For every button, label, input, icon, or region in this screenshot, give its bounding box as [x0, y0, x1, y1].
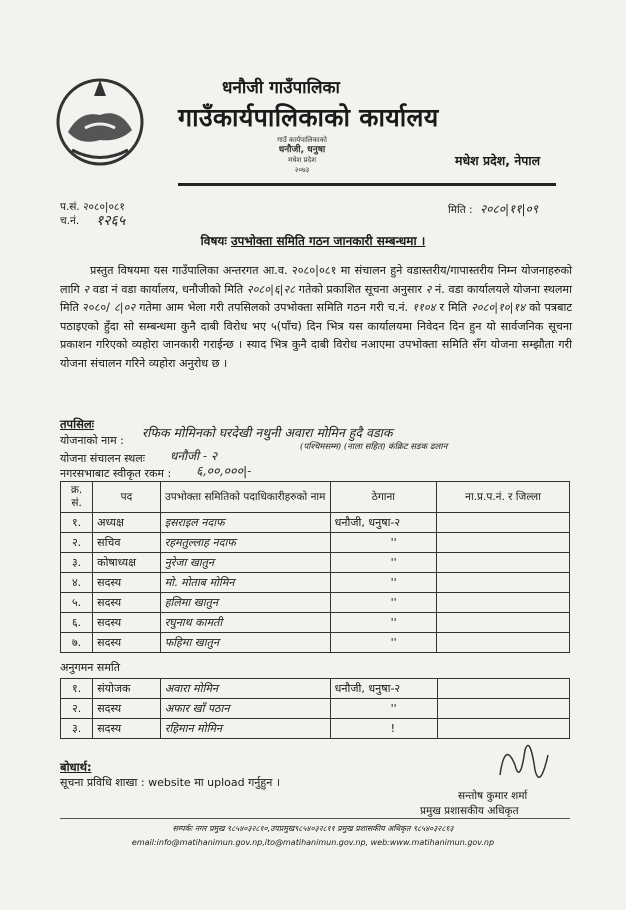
table-row	[61, 593, 570, 613]
stamp-line: धनौजी, धनुषा	[278, 145, 326, 155]
cell-name: अफार खाँ पठान	[160, 699, 330, 719]
cell-post: सदस्य	[93, 699, 161, 719]
cell-address: ''	[330, 593, 436, 613]
table-row	[61, 699, 570, 719]
table-row	[61, 573, 570, 593]
cell-id	[437, 533, 570, 553]
notice-text: सूचना प्रविधि शाखा : website मा upload गर्नुहुन ।	[60, 776, 280, 789]
cell-id	[437, 613, 570, 633]
handwritten-ward: २	[425, 282, 432, 296]
cell-id	[437, 573, 570, 593]
notice-heading: बोधार्थ:	[60, 760, 92, 774]
signatory-title: प्रमुख प्रशासकीय अधिकृत	[420, 805, 519, 817]
monitoring-table	[60, 678, 570, 739]
cell-name: हलिमा खातुन	[160, 593, 330, 613]
cell-sn: ४.	[61, 573, 93, 593]
cell-address: ''	[330, 613, 436, 633]
cell-sn: ७.	[61, 633, 93, 653]
footer-contact: सम्पर्कः नगर प्रमुख ९८५४०३२८१०,उपप्रमुख९८५४०३२८११ प्रमुख प्रशासकीय अधिकृत ९८५४०३२८१३	[172, 824, 454, 833]
location-label: योजना संचालन स्थलः	[60, 452, 145, 465]
letterhead-divider	[178, 183, 556, 186]
cell-id	[437, 699, 569, 719]
stamp-line: मधेश प्रदेश	[288, 156, 316, 164]
cell-address: धनौजी, धनुषा-२	[330, 513, 436, 533]
col-header: ठेगाना	[330, 482, 436, 513]
committee-table	[60, 481, 570, 653]
footer-email: email:info@matihanimun.gov.np,ito@matihanimun.gov.np, web:www.matihanimun.gov.np	[131, 838, 495, 847]
cell-name: रघुनाथ कामती	[160, 613, 330, 633]
cell-sn: ३.	[61, 719, 93, 739]
cell-sn: ६.	[61, 613, 93, 633]
cell-address: ''	[330, 699, 437, 719]
body-paragraph	[60, 262, 572, 374]
amount-label: नगरसभाबाट स्वीकृत रकम :	[60, 467, 172, 480]
handwritten-chalani: ११०४	[412, 301, 436, 315]
table-row	[61, 679, 570, 699]
handwritten-ward: २	[83, 282, 90, 296]
chalani-label: च.नं.	[60, 215, 80, 227]
details-heading: तपसिलः	[60, 417, 94, 431]
nepal-emblem-logo	[50, 70, 150, 170]
cell-post: सदस्य	[93, 633, 161, 653]
cell-post: सदस्य	[93, 719, 161, 739]
stamp-line: २०७३	[294, 166, 310, 174]
col-header: क्र. सं.	[61, 482, 93, 513]
cell-address: ''	[330, 573, 436, 593]
subject-line	[0, 232, 626, 249]
cell-address: ''	[330, 553, 436, 573]
cell-post: अध्यक्ष	[93, 513, 161, 533]
body-text: गतेमा आम भेला गरी तपसिलको उपभोक्ता समिति गठन गरी च.नं.	[139, 301, 409, 315]
cell-sn: २.	[61, 533, 93, 553]
cell-address: ''	[330, 533, 436, 553]
patra-sankhya: प.सं. २०८०|०८१	[60, 201, 125, 213]
cell-name: रहमतुल्लाह नदाफ	[160, 533, 330, 553]
cell-post: सदस्य	[93, 613, 161, 633]
cell-post: सदस्य	[93, 573, 161, 593]
subject-label: विषयः	[200, 234, 227, 248]
body-text: वडा नं वडा कार्यालय, धनौजीको मिति	[92, 282, 244, 296]
municipality-name: धनौजी गाउँपालिका	[222, 78, 340, 98]
table-row	[61, 513, 570, 533]
subject-text: उपभोक्ता समिति गठन जानकारी सम्बन्धमा ।	[230, 234, 426, 248]
handwritten-date: २०८०|१०|१४	[470, 301, 526, 315]
office-title: गाउँकार्यपालिकाको कार्यालय	[178, 103, 439, 132]
cell-name: इसराइल नदाफ	[160, 513, 330, 533]
cell-id	[437, 553, 570, 573]
table-row	[61, 613, 570, 633]
handwritten-date: २०८०|६|२८	[246, 282, 296, 296]
cell-name: मो. मोताब मोमिन	[160, 573, 330, 593]
body-text: नं. वडा कार्यालयले योजना स्थलमा मिति २०८०/	[60, 282, 573, 315]
stamp-line: गाउँ कार्यपालिकाको	[277, 136, 327, 144]
cell-name: अवारा मोमिन	[160, 679, 330, 699]
amount-handwritten: ६,००,०००|-	[196, 463, 252, 478]
cell-id	[437, 593, 570, 613]
body-text: गतेको प्रकाशित सूचना अनुसार	[298, 282, 422, 296]
footer-divider	[60, 818, 570, 819]
cell-name: रहिमान मोमिन	[160, 719, 330, 739]
project-label: योजनाको नाम :	[60, 434, 124, 447]
table-row	[61, 633, 570, 653]
cell-address: !	[330, 719, 437, 739]
col-header: पद	[93, 482, 161, 513]
chalani-number: १२६५	[96, 213, 126, 229]
cell-post: सदस्य	[93, 593, 161, 613]
handwritten-date: ८|०२	[113, 301, 136, 315]
table-row	[61, 553, 570, 573]
project-name-handwritten: रफिक मोमिनको घरदेखी नथुनी अवारा मोमिन हुदै वडाक	[142, 425, 393, 440]
office-stamp	[262, 135, 342, 187]
signature-scribble	[490, 735, 560, 795]
col-header: ना.प्र.प.नं. र जिल्ला	[437, 482, 570, 513]
table-row	[61, 533, 570, 553]
body-text: को पत्रबाट पठाइएको हुँदा सो सम्बन्धमा कुनै दाबी विरोध भए ५(पाँच) दिन भित्र यस कार्यालयमा निवेदन दिन हुन यो सार्वजनिक सूचना प्रकाशन गरिएको व्यहोरा जानकारी गराईन्छ । स्याद भित्र कुनै दाबी विरोध नआएमा उपभोक्ता समिति सँग योजना सम्झौता गरी योजना संचालन गरिने व्यहोरा अनुरोध छ ।	[60, 301, 573, 370]
cell-address: धनौजी, धनुषा-२	[330, 679, 437, 699]
body-text: प्रस्तुत विषयमा यस गाउँपालिका अन्तरगत आ.व. २०८०|०८१ मा संचालन हुने वडास्तरीय/गापास्तरीय निम्न योजनाहरुको लागि	[60, 264, 572, 296]
cell-sn: ५.	[61, 593, 93, 613]
cell-id	[437, 633, 570, 653]
project-name-handwritten-2: (पश्चिमसम्म) (नाला सहित) कंक्रिट सडक ढलान	[300, 442, 448, 452]
cell-id	[437, 679, 569, 699]
location-handwritten: धनौजी - २	[170, 449, 218, 463]
cell-sn: १.	[61, 679, 93, 699]
cell-post: संयोजक	[93, 679, 161, 699]
province-label: मधेश प्रदेश, नेपाल	[455, 153, 541, 168]
cell-id	[437, 513, 570, 533]
date-value: २०८०|११|०९	[480, 202, 539, 216]
cell-name: नुरेजा खातुन	[160, 553, 330, 573]
body-text: र मिति	[439, 301, 467, 315]
cell-address: ''	[330, 633, 436, 653]
cell-post: कोषाध्यक्ष	[93, 553, 161, 573]
cell-name: फहिमा खातुन	[160, 633, 330, 653]
cell-sn: ३.	[61, 553, 93, 573]
cell-sn: १.	[61, 513, 93, 533]
table-header-row	[61, 482, 570, 513]
monitoring-heading: अनुगमन समति	[60, 661, 121, 674]
date-label: मिति :	[448, 204, 473, 216]
signatory-name: सन्तोष कुमार शर्मा	[458, 790, 528, 802]
cell-sn: २.	[61, 699, 93, 719]
col-header: उपभोक्ता समितिको पदाधिकारीहरुको नाम	[160, 482, 330, 513]
cell-post: सचिव	[93, 533, 161, 553]
